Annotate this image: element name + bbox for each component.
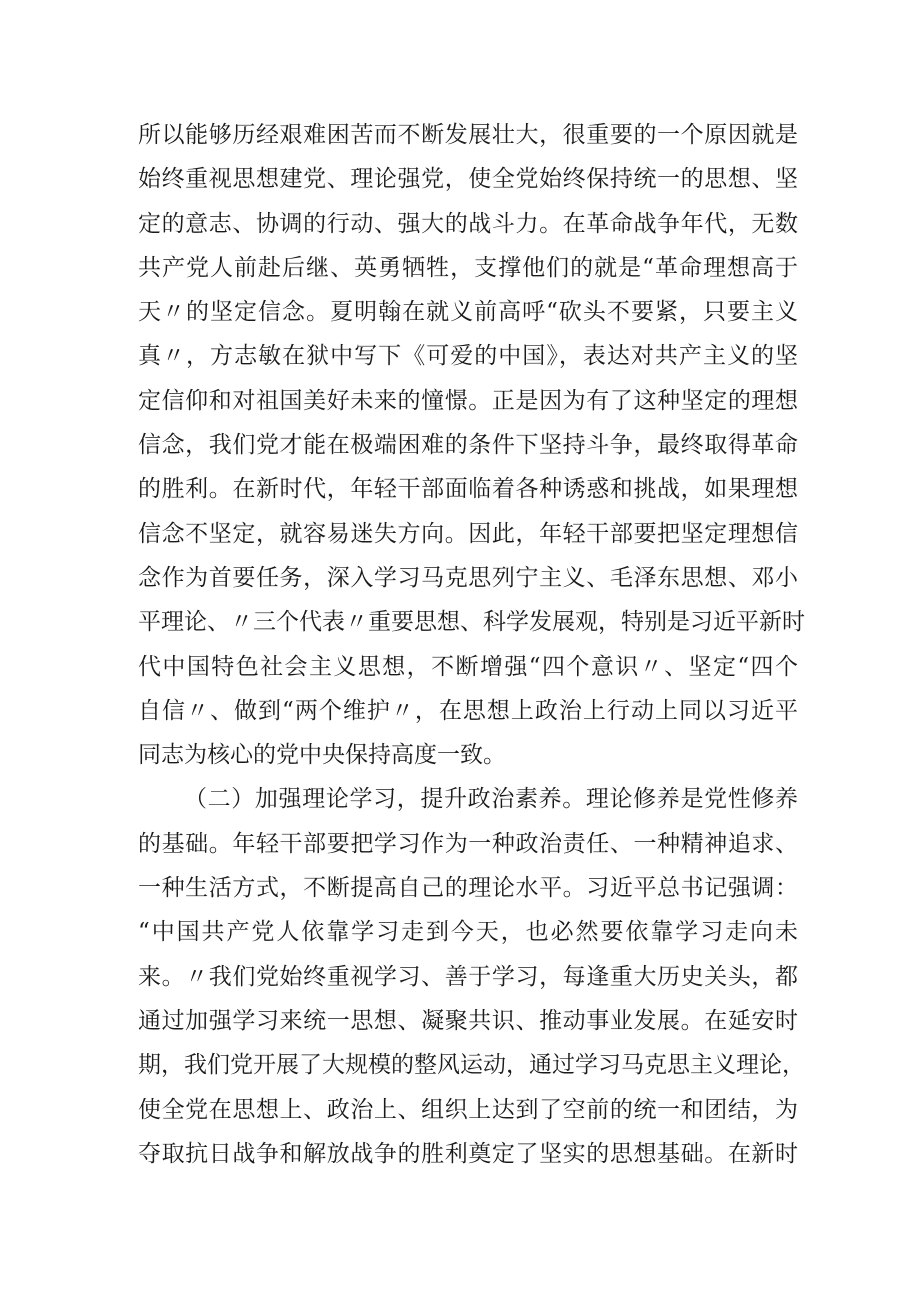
text-line: 代中国特色社会主义思想，不断增强“四个意识〃、坚定“四个	[138, 653, 798, 680]
text-line: 信念，我们党才能在极端困难的条件下坚持斗争，最终取得革命	[138, 432, 798, 459]
text-line: 真〃，方志敏在狱中写下《可爱的中国》，表达对共产主义的坚	[138, 343, 798, 370]
text-line: 期，我们党开展了大规模的整风运动，通过学习马克思主义理论，	[138, 1052, 805, 1079]
text-line: 自信〃、做到“两个维护〃，在思想上政治上行动上同以习近平	[138, 697, 798, 724]
text-line: 通过加强学习来统一思想、凝聚共识、推动事业发展。在延安时	[138, 1007, 798, 1034]
paragraph-1	[138, 113, 805, 777]
text-line: 定信仰和对祖国美好未来的憧憬。正是因为有了这种坚定的理想	[138, 387, 798, 414]
text-line: 一种生活方式，不断提高自己的理论水平。习近平总书记强调：	[138, 875, 798, 902]
text-line: 的胜利。在新时代，年轻干部面临着各种诱惑和挑战，如果理想	[138, 476, 798, 503]
text-line: “中国共产党人依靠学习走到今天，也必然要依靠学习走向未	[138, 919, 798, 946]
text-line: 始终重视思想建党、理论强党，使全党始终保持统一的思想、坚	[138, 166, 798, 193]
text-line: 夺取抗日战争和解放战争的胜利奠定了坚实的思想基础。在新时	[138, 1140, 798, 1167]
text-line: 同志为核心的党中央保持高度一致。	[138, 742, 506, 769]
body-text	[138, 113, 805, 1176]
paragraph-2	[138, 777, 805, 1176]
text-line: 的基础。年轻干部要把学习作为一种政治责任、一种精神追求、	[138, 830, 798, 857]
text-line: 念作为首要任务，深入学习马克思列宁主义、毛泽东思想、邓小	[138, 564, 798, 591]
text-line: 信念不坚定，就容易迷失方向。因此，年轻干部要把坚定理想信	[138, 520, 798, 547]
text-line: 所以能够历经艰难困苦而不断发展壮大，很重要的一个原因就是	[138, 122, 798, 148]
text-line: 定的意志、协调的行动、强大的战斗力。在革命战争年代，无数	[138, 210, 798, 237]
text-line: 天〃的坚定信念。夏明翰在就义前高呼“砍头不要紧，只要主义	[138, 299, 798, 326]
text-line: 来。〃我们党始终重视学习、善于学习，每逢重大历史关头，都	[138, 963, 798, 990]
text-line: （二）加强理论学习，提升政治素养。理论修养是党性修养	[184, 786, 798, 813]
text-line: 使全党在思想上、政治上、组织上达到了空前的统一和团结，为	[138, 1096, 798, 1123]
text-line: 平理论、〃三个代表〃重要思想、科学发展观，特别是习近平新时	[138, 609, 805, 636]
text-line: 共产党人前赴后继、英勇牺牲，支撑他们的就是“革命理想高于	[138, 254, 798, 281]
